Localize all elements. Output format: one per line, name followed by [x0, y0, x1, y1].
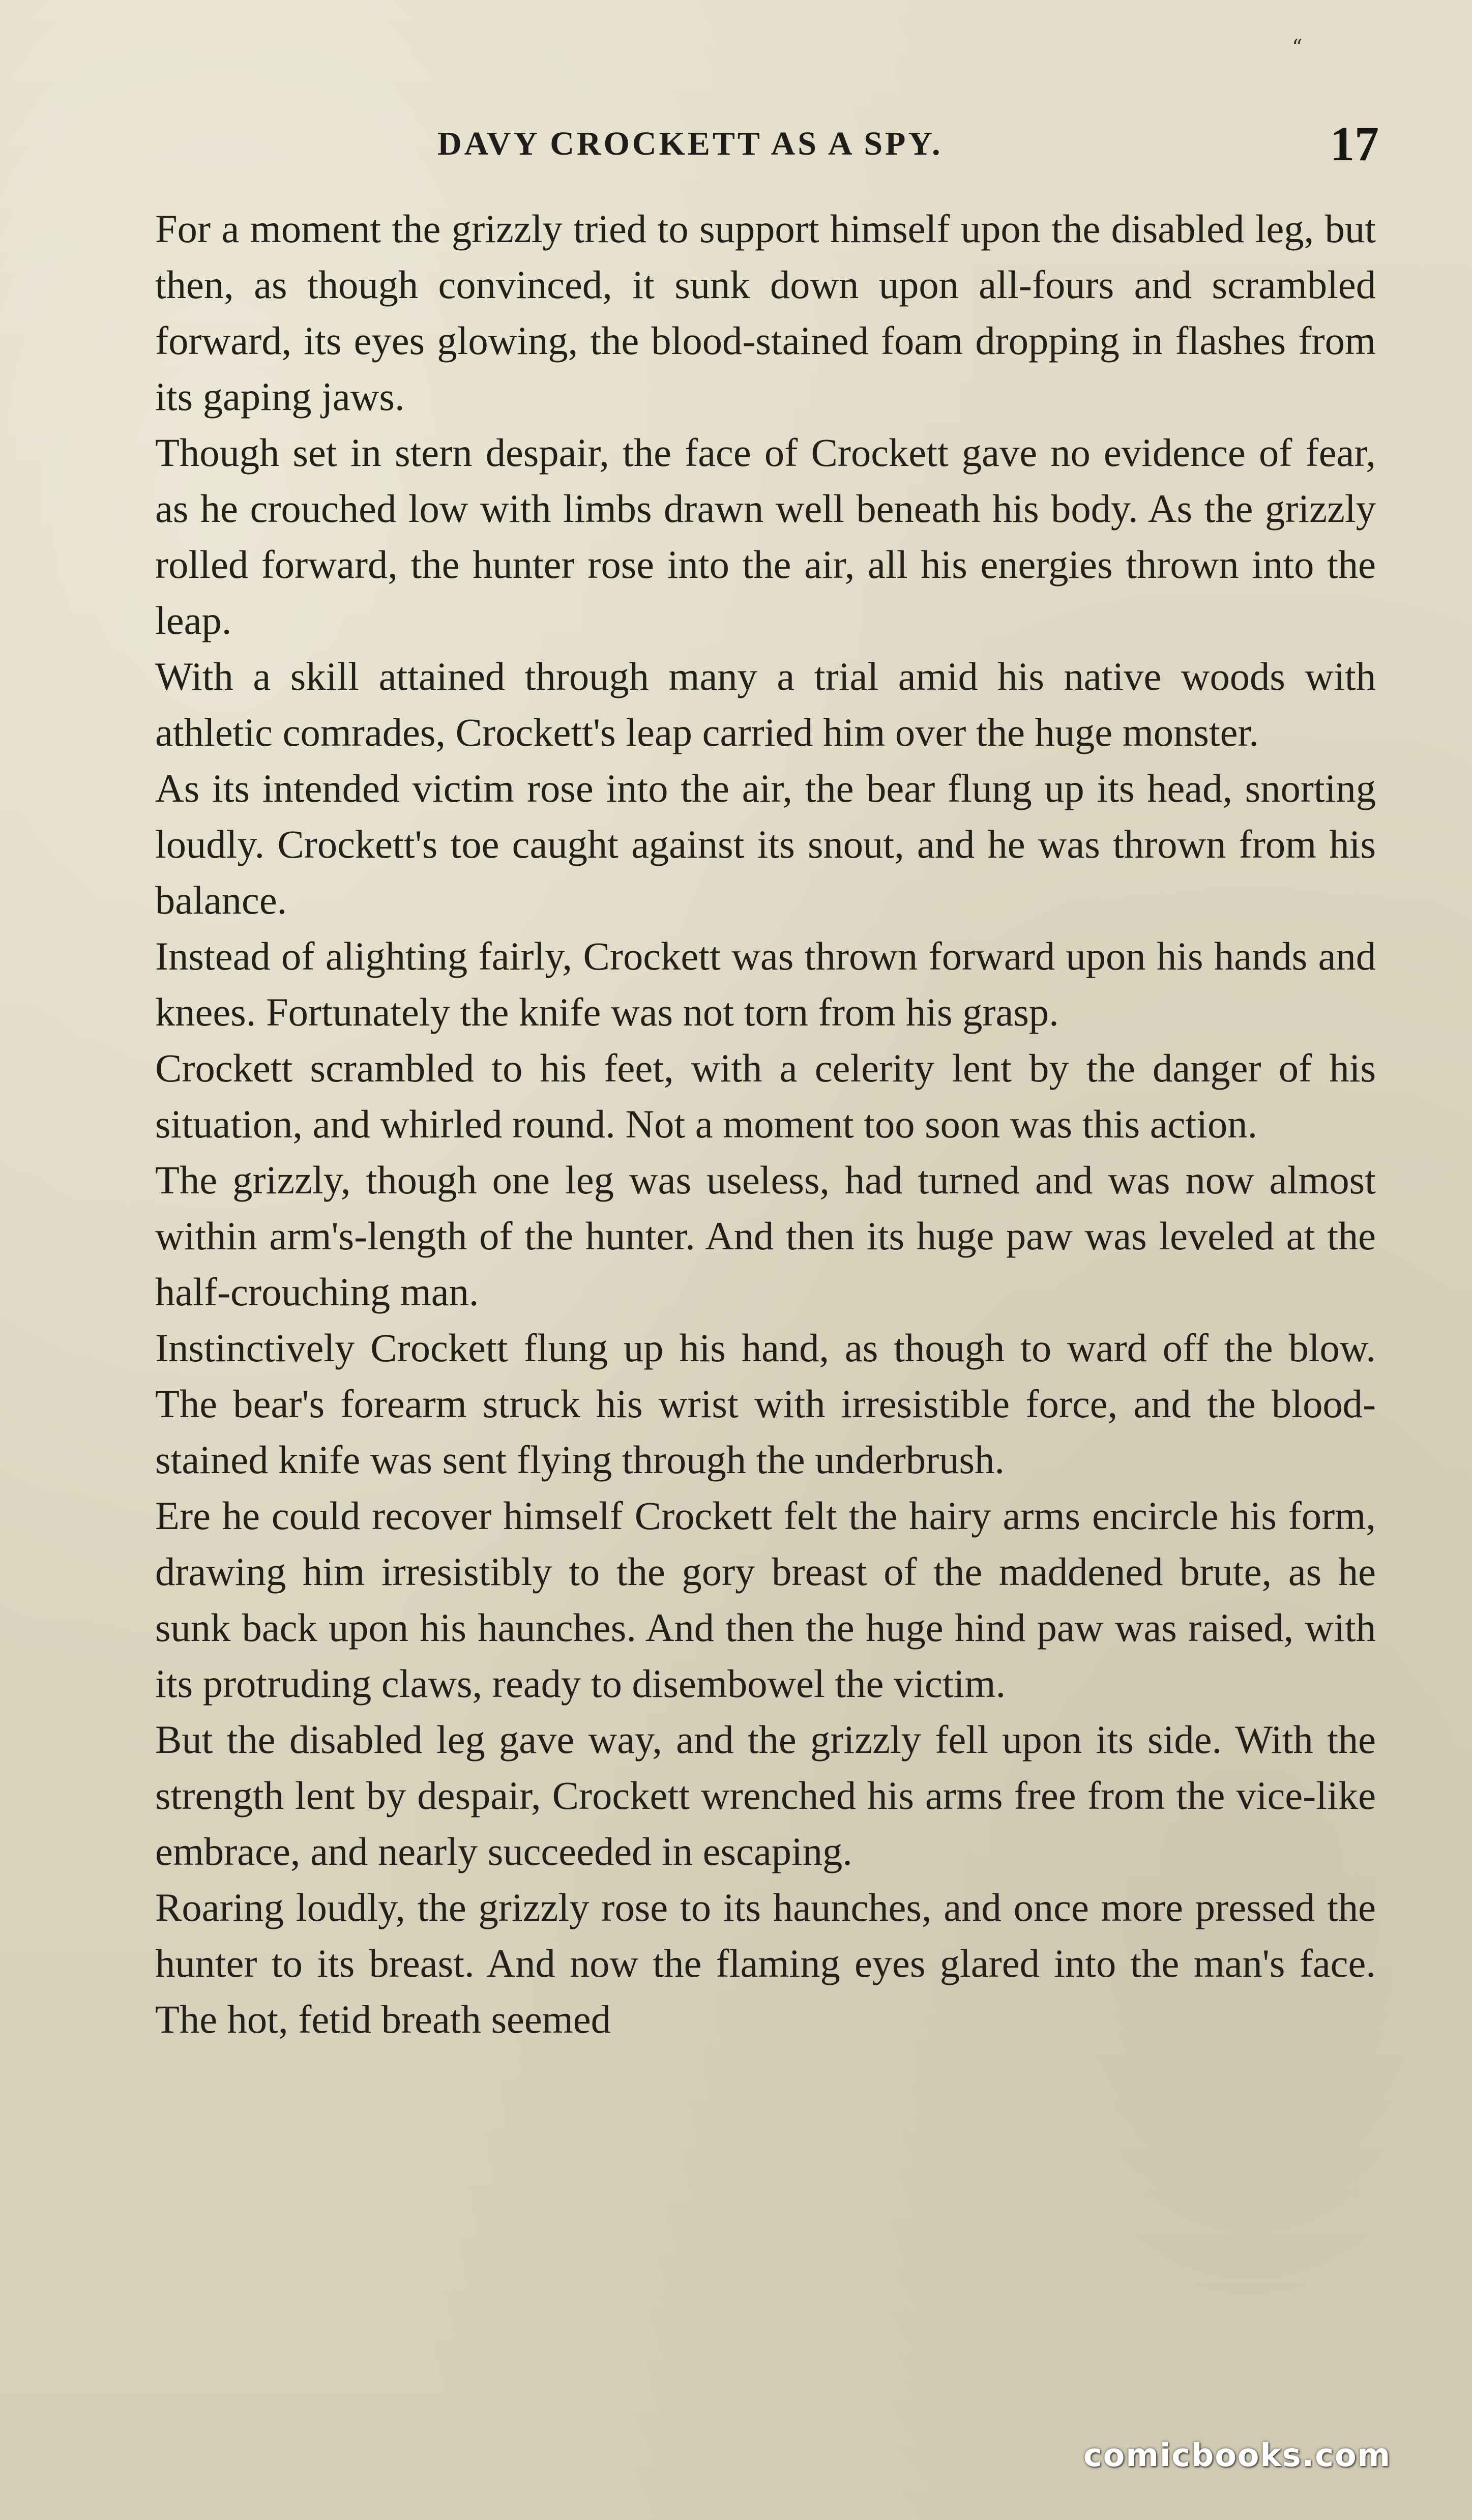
paragraph: Though set in stern despair, the face of Crockett gave no evidence of fear, as he crouched low with limbs drawn well beneath his body. As the grizzly rolled forward, the hunter rose into the air, all his energies thrown into the leap. [155, 430, 1376, 642]
paragraph: Ere he could recover himself Crockett felt the hairy arms encircle his form, drawing him irresistibly to the gory breast of the maddened brute, as he sunk back upon his haunches. And then the huge hind paw was raised, with its protruding claws, ready to disembowel the victim. [155, 1493, 1376, 1706]
paragraph: But the disabled leg gave way, and the grizzly fell upon its side. With the strength lent by despair, Crockett wrenched his arms free from the vice-like embrace, and nearly succeeded in escaping. [155, 1717, 1376, 1873]
running-head [0, 114, 1472, 170]
watermark: comicbooks.com [1083, 2437, 1392, 2474]
paragraph: The grizzly, though one leg was useless, had turned and was now almost within arm's-length of the hunter. And then its huge paw was leveled at the half-crouching man. [155, 1158, 1376, 1314]
corner-mark: “ [1292, 36, 1303, 59]
paragraph: Instinctively Crockett flung up his hand, as though to ward off the blow. The bear's forearm struck his wrist with irresistible force, and the blood-stained knife was sent flying through the underbrush. [155, 1326, 1376, 1482]
paragraph: Crockett scrambled to his feet, with a celerity lent by the danger of his situation, and whirled round. Not a moment too soon was this action. [155, 1046, 1376, 1146]
paragraph: Roaring loudly, the grizzly rose to its haunches, and once more pressed the hunter to its breast. And now the flaming eyes glared into the man's face. The hot, fetid breath seemed [155, 1885, 1376, 2041]
body-text [155, 201, 1376, 2047]
paragraph: Instead of alighting fairly, Crockett was thrown forward upon his hands and knees. Fortunately the knife was not torn from his grasp. [155, 934, 1376, 1034]
page-number: 17 [1330, 116, 1379, 171]
running-title: DAVY CROCKETT AS A SPY. [437, 125, 943, 162]
paragraph: With a skill attained through many a trial amid his native woods with athletic comrades, Crockett's leap carried him over the huge monster. [155, 654, 1376, 754]
paragraph: For a moment the grizzly tried to support himself upon the disabled leg, but then, as though convinced, it sunk down upon all-fours and scrambled forward, its eyes glowing, the blood-stained foam dropping in flashes from its gaping jaws. [155, 207, 1376, 419]
paragraph: As its intended victim rose into the air, the bear flung up its head, snorting loudly. Crockett's toe caught against its snout, and he was thrown from his balance. [155, 766, 1376, 922]
